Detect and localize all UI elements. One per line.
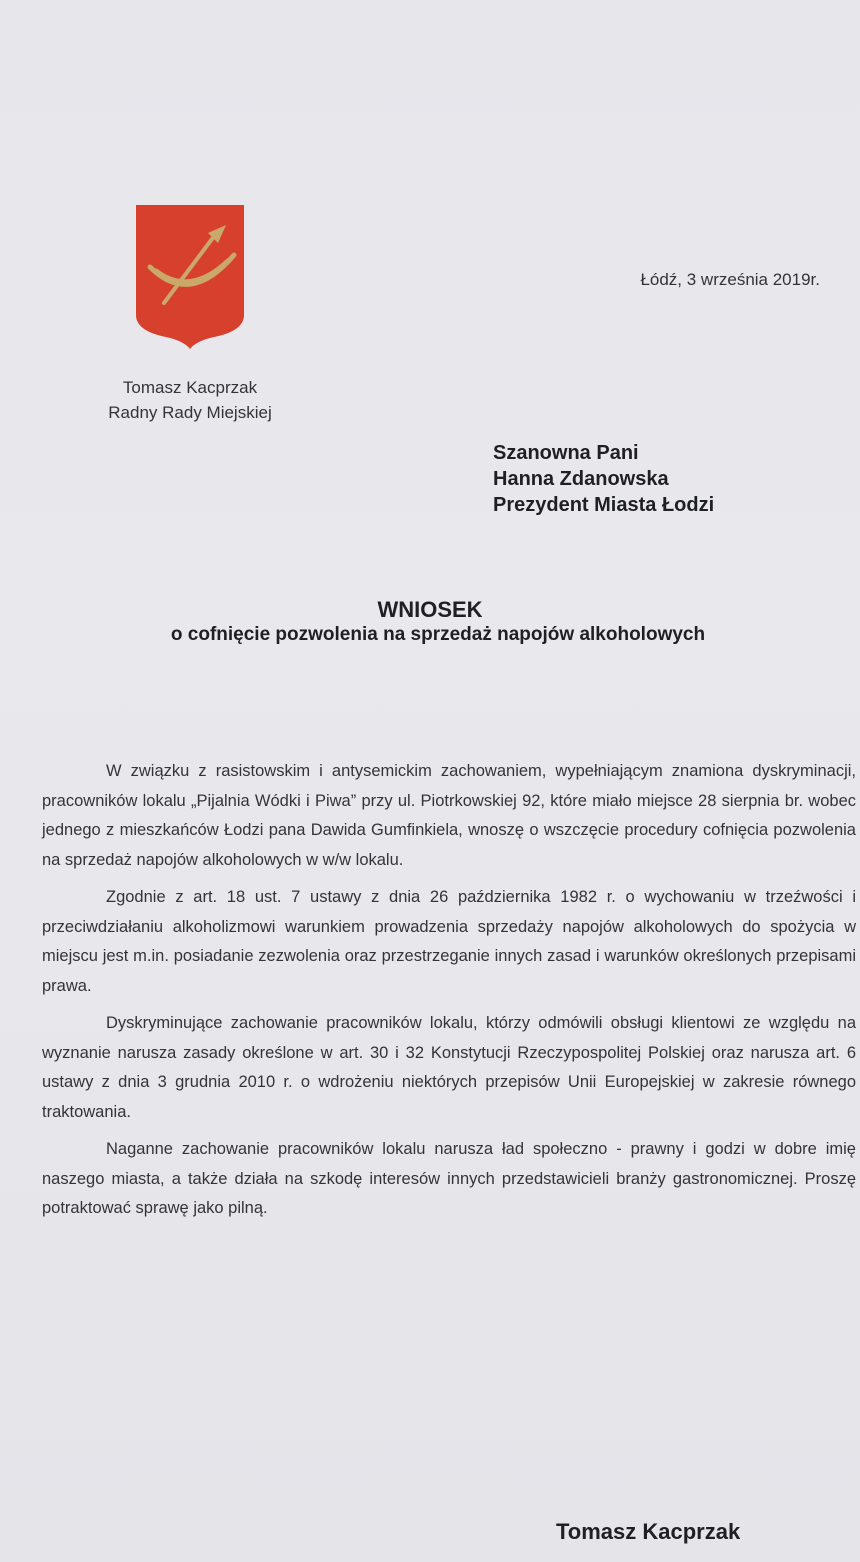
body-paragraph: Naganne zachowanie pracowników lokalu narusza ład społeczno - prawny i godzi w dobre imię naszego miasta, a także działa na szkodę interesów innych przedstawicieli branży gastronomicznej. Proszę potraktować sprawę jako pilną. bbox=[42, 1140, 856, 1217]
letter-body bbox=[42, 757, 856, 1232]
recipient-name: Hanna Zdanowska bbox=[493, 468, 669, 490]
author-block bbox=[80, 375, 300, 425]
document-title: WNIOSEK bbox=[377, 597, 483, 622]
recipient-salutation: Szanowna Pani bbox=[493, 442, 639, 464]
body-paragraph: Dyskryminujące zachowanie pracowników lokalu, którzy odmówili obsługi klientowi ze względu na wyznanie narusza zasady określone w art. 30 i 32 Konstytucji Rzeczypospolitej Polskiej oraz narusza art. 6 ustawy z dnia 3 grudnia 2010 r. o wdrożeniu niektórych przepisów Unii Europejskiej w zakresie równego traktowania. bbox=[42, 1014, 856, 1121]
author-name: Tomasz Kacprzak bbox=[122, 378, 258, 397]
recipient-block bbox=[493, 440, 714, 518]
author-title: Radny Rady Miejskiej bbox=[108, 403, 272, 422]
recipient-position: Prezydent Miasta Łodzi bbox=[493, 494, 715, 516]
letter-date: Łódź, 3 września 2019r. bbox=[640, 270, 820, 289]
signature-name: Tomasz Kacprzak bbox=[556, 1519, 741, 1544]
lodz-coat-of-arms-icon bbox=[134, 203, 246, 349]
body-paragraph: W związku z rasistowskim i antysemickim zachowaniem, wypełniającym znamiona dyskryminacji, pracowników lokalu „Pijalnia Wódki i Piwa” przy ul. Piotrkowskiej 92, które miało miejsce 28 sierpnia br. wobec jednego z mieszkańców Łodzi pana Dawida Gumfinkiela, wnoszę o wszczęcie procedury cofnięcia pozwolenia na sprzedaż napojów alkoholowych w w/w lokalu. bbox=[42, 762, 856, 869]
document-subtitle: o cofnięcie pozwolenia na sprzedaż napojów alkoholowych bbox=[170, 624, 706, 645]
body-paragraph: Zgodnie z art. 18 ust. 7 ustawy z dnia 26 października 1982 r. o wychowaniu w trzeźwości i przeciwdziałaniu alkoholizmowi warunkiem prowadzenia sprzedaży napojów alkoholowych do spożycia w miejscu jest m.in. posiadanie zezwolenia oraz przestrzeganie innych zasad i warunków określonych przepisami prawa. bbox=[42, 888, 856, 995]
